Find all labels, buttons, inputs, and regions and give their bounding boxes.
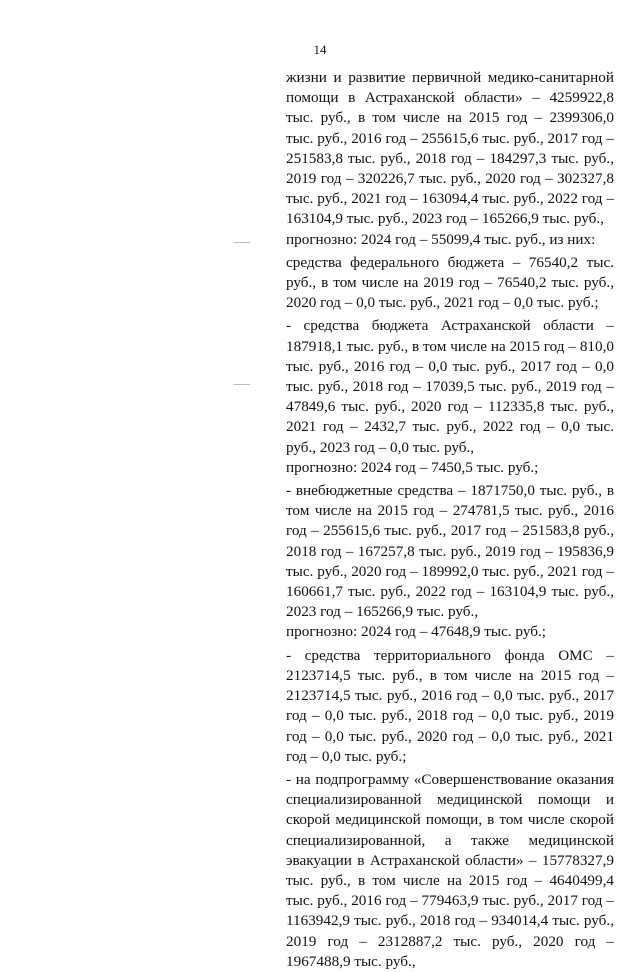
scan-margin-mark	[234, 384, 250, 385]
paragraph-forecast-2024: прогнозно: 2024 год – 55099,4 тыс. руб., из них:	[286, 230, 596, 248]
paragraph-forecast-2024: прогнозно: 2024 год – 47648,9 тыс. руб.;	[286, 623, 546, 641]
page-number: 14	[313, 42, 327, 57]
text-column	[286, 68, 614, 972]
paragraph-extrabudgetary-funds: - внебюджетные средства – 1871750,0 тыс. руб., в том числе на 2015 год – 274781,5 тыс. руб., 2016 год – 255615,6 тыс. руб., 2017 год – 251583,8 руб., 2018 год – 167257,8 тыс. руб., 2019 год – 195836,9 тыс. руб., 2020 год – 189992,0 тыс. руб., 2021 год – 160661,7 тыс. руб., 2022 год – 163104,9 тыс. руб., 2023 год – 165266,9 тыс. руб.,	[286, 482, 614, 621]
paragraph-territorial-oms-fund: - средства территориального фонда ОМС – 2123714,5 тыс. руб., в том числе на 2015 год – 2123714,5 тыс. руб., 2016 год – 0,0 тыс. руб., 2017 год – 0,0 тыс. руб., 2018 год – 0,0 тыс. руб., 2019 год – 0,0 тыс. руб., 2020 год – 0,0 тыс. руб., 2021 год – 0,0 тыс. руб.;	[286, 646, 614, 765]
scan-margin-mark	[234, 242, 250, 243]
paragraph-primary-care-funding: жизни и развитие первичной медико-санитарной помощи в Астраханской области» – 4259922,8 тыс. руб., в том числе на 2015 год – 2399306,0 тыс. руб., 2016 год – 255615,6 тыс. руб., 2017 год – 251583,8 тыс. руб., 2018 год – 184297,3 тыс. руб., 2019 год – 320226,7 тыс. руб., 2020 год – 302327,8 тыс. руб., 2021 год – 163094,4 тыс. руб., 2022 год – 163104,9 тыс. руб., 2023 год – 165266,9 тыс. руб.,	[286, 69, 614, 228]
paragraph-regional-budget: - средства бюджета Астраханской области – 187918,1 тыс. руб., в том числе на 2015 год – 810,0 тыс. руб., 2016 год – 0,0 тыс. руб., 2017 год – 0,0 тыс. руб., 2018 год – 17039,5 тыс. руб., 2019 год – 47849,6 тыс. руб., 2020 год – 112335,8 тыс. руб., 2021 год – 2432,7 тыс. руб., 2022 год – 0,0 тыс. руб., 2023 год – 0,0 тыс. руб.,	[286, 317, 614, 456]
paragraph-federal-budget: средства федерального бюджета – 76540,2 тыс. руб., в том числе на 2019 год – 76540,2 тыс. руб., 2020 год – 0,0 тыс. руб., 2021 год – 0,0 тыс. руб.;	[286, 253, 614, 312]
paragraph-forecast-2024: прогнозно: 2024 год – 7450,5 тыс. руб.;	[286, 458, 539, 476]
paragraph-specialized-care-subprogram: - на подпрограмму «Совершенствование оказания специализированной медицинской помощи и скорой медицинской помощи, в том числе скорой специализированной, а также медицинской эвакуации в Астраханской области» – 15778327,9 тыс. руб., в том числе на 2015 год – 4640499,4 тыс. руб., 2016 год – 779463,9 тыс. руб., 2017 год – 1163942,9 тыс. руб., 2018 год – 934014,4 тыс. руб., 2019 год – 2312887,2 тыс. руб., 2020 год – 1967488,9 тыс. руб.,	[286, 770, 614, 970]
